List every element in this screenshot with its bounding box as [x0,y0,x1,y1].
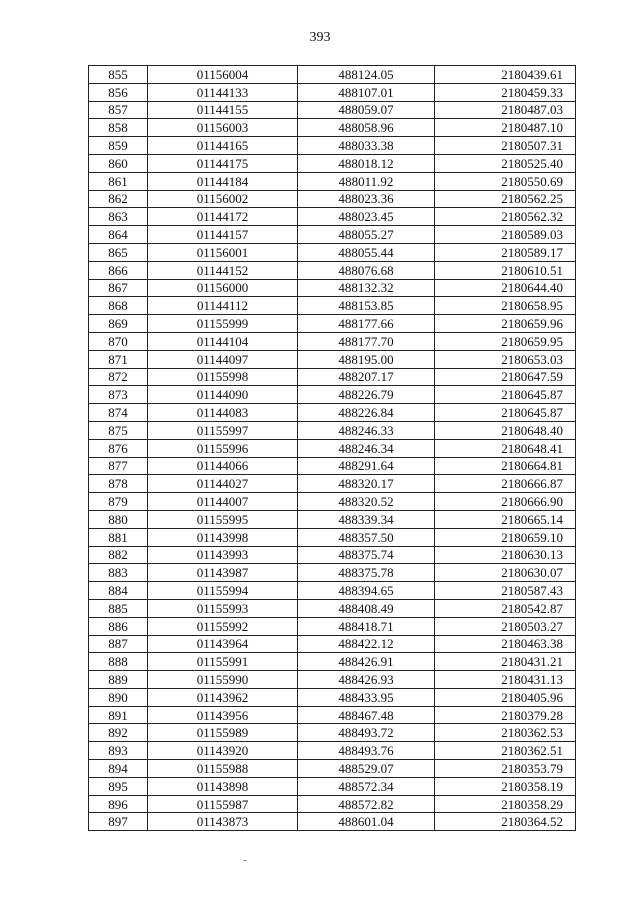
table-row [89,742,576,760]
point-code-cell: 01155992 [148,617,298,635]
x-coordinate-cell: 488601.04 [298,813,435,831]
y-coordinate-cell: 2180648.40 [435,421,576,439]
table-row [89,760,576,778]
point-code-cell: 01143873 [148,813,298,831]
x-coordinate-cell: 488059.07 [298,101,435,119]
point-number-cell: 894 [89,760,148,778]
point-number-cell: 865 [89,243,148,261]
y-coordinate-cell: 2180630.13 [435,546,576,564]
point-code-cell: 01144104 [148,332,298,350]
x-coordinate-cell: 488529.07 [298,760,435,778]
y-coordinate-cell: 2180664.81 [435,457,576,475]
y-coordinate-cell: 2180562.25 [435,190,576,208]
point-number-cell: 897 [89,813,148,831]
table-row [89,421,576,439]
table-row [89,795,576,813]
point-code-cell: 01155987 [148,795,298,813]
x-coordinate-cell: 488107.01 [298,83,435,101]
x-coordinate-cell: 488375.78 [298,564,435,582]
x-coordinate-cell: 488124.05 [298,66,435,84]
table-row [89,279,576,297]
table-row [89,297,576,315]
x-coordinate-cell: 488033.38 [298,137,435,155]
point-number-cell: 886 [89,617,148,635]
y-coordinate-cell: 2180645.87 [435,404,576,422]
y-coordinate-cell: 2180589.03 [435,226,576,244]
point-number-cell: 872 [89,368,148,386]
point-number-cell: 862 [89,190,148,208]
x-coordinate-cell: 488320.52 [298,493,435,511]
point-number-cell: 858 [89,119,148,137]
point-number-cell: 876 [89,439,148,457]
point-number-cell: 861 [89,172,148,190]
y-coordinate-cell: 2180507.31 [435,137,576,155]
point-number-cell: 870 [89,332,148,350]
point-number-cell: 863 [89,208,148,226]
y-coordinate-cell: 2180431.21 [435,653,576,671]
point-code-cell: 01143993 [148,546,298,564]
x-coordinate-cell: 488422.12 [298,635,435,653]
x-coordinate-cell: 488011.92 [298,172,435,190]
point-code-cell: 01144027 [148,475,298,493]
point-code-cell: 01144007 [148,493,298,511]
coordinates-table [88,65,576,831]
y-coordinate-cell: 2180463.38 [435,635,576,653]
point-number-cell: 875 [89,421,148,439]
y-coordinate-cell: 2180653.03 [435,350,576,368]
y-coordinate-cell: 2180587.43 [435,582,576,600]
point-code-cell: 01143956 [148,706,298,724]
y-coordinate-cell: 2180487.10 [435,119,576,137]
table-row [89,190,576,208]
point-number-cell: 891 [89,706,148,724]
point-number-cell: 882 [89,546,148,564]
point-code-cell: 01144175 [148,154,298,172]
point-number-cell: 874 [89,404,148,422]
point-number-cell: 896 [89,795,148,813]
y-coordinate-cell: 2180358.29 [435,795,576,813]
x-coordinate-cell: 488058.96 [298,119,435,137]
table-row [89,83,576,101]
point-code-cell: 01143898 [148,777,298,795]
y-coordinate-cell: 2180362.51 [435,742,576,760]
x-coordinate-cell: 488177.70 [298,332,435,350]
page-number: 393 [309,30,331,45]
y-coordinate-cell: 2180459.33 [435,83,576,101]
table-row [89,510,576,528]
table-row [89,172,576,190]
table-row [89,546,576,564]
table-row [89,101,576,119]
table-row [89,528,576,546]
y-coordinate-cell: 2180542.87 [435,599,576,617]
y-coordinate-cell: 2180589.17 [435,243,576,261]
point-number-cell: 871 [89,350,148,368]
table-row [89,368,576,386]
table-row [89,582,576,600]
point-number-cell: 892 [89,724,148,742]
point-number-cell: 873 [89,386,148,404]
point-code-cell: 01144157 [148,226,298,244]
point-code-cell: 01156003 [148,119,298,137]
y-coordinate-cell: 2180666.87 [435,475,576,493]
y-coordinate-cell: 2180379.28 [435,706,576,724]
point-code-cell: 01144184 [148,172,298,190]
table-row [89,350,576,368]
point-code-cell: 01144133 [148,83,298,101]
y-coordinate-cell: 2180647.59 [435,368,576,386]
y-coordinate-cell: 2180525.40 [435,154,576,172]
table-row [89,688,576,706]
y-coordinate-cell: 2180659.10 [435,528,576,546]
table-row [89,671,576,689]
y-coordinate-cell: 2180659.95 [435,332,576,350]
y-coordinate-cell: 2180358.19 [435,777,576,795]
point-code-cell: 01144165 [148,137,298,155]
point-code-cell: 01144066 [148,457,298,475]
x-coordinate-cell: 488023.45 [298,208,435,226]
point-number-cell: 878 [89,475,148,493]
point-code-cell: 01143987 [148,564,298,582]
table-row [89,243,576,261]
x-coordinate-cell: 488055.44 [298,243,435,261]
x-coordinate-cell: 488132.32 [298,279,435,297]
x-coordinate-cell: 488018.12 [298,154,435,172]
x-coordinate-cell: 488572.82 [298,795,435,813]
point-code-cell: 01144152 [148,261,298,279]
table-row [89,404,576,422]
y-coordinate-cell: 2180630.07 [435,564,576,582]
x-coordinate-cell: 488246.34 [298,439,435,457]
x-coordinate-cell: 488493.72 [298,724,435,742]
point-code-cell: 01155993 [148,599,298,617]
table-row [89,777,576,795]
x-coordinate-cell: 488408.49 [298,599,435,617]
table-row [89,564,576,582]
coordinates-table-body [89,66,576,831]
y-coordinate-cell: 2180353.79 [435,760,576,778]
point-number-cell: 864 [89,226,148,244]
y-coordinate-cell: 2180562.32 [435,208,576,226]
y-coordinate-cell: 2180439.61 [435,66,576,84]
y-coordinate-cell: 2180644.40 [435,279,576,297]
point-code-cell: 01155990 [148,671,298,689]
y-coordinate-cell: 2180648.41 [435,439,576,457]
point-code-cell: 01155995 [148,510,298,528]
x-coordinate-cell: 488433.95 [298,688,435,706]
point-number-cell: 860 [89,154,148,172]
point-code-cell: 01144090 [148,386,298,404]
point-number-cell: 889 [89,671,148,689]
point-code-cell: 01155999 [148,315,298,333]
x-coordinate-cell: 488467.48 [298,706,435,724]
x-coordinate-cell: 488246.33 [298,421,435,439]
point-code-cell: 01155989 [148,724,298,742]
x-coordinate-cell: 488339.34 [298,510,435,528]
point-number-cell: 879 [89,493,148,511]
point-number-cell: 866 [89,261,148,279]
table-row [89,261,576,279]
point-code-cell: 01156000 [148,279,298,297]
y-coordinate-cell: 2180550.69 [435,172,576,190]
point-code-cell: 01155997 [148,421,298,439]
x-coordinate-cell: 488055.27 [298,226,435,244]
table-row [89,493,576,511]
table-row [89,315,576,333]
x-coordinate-cell: 488493.76 [298,742,435,760]
point-number-cell: 869 [89,315,148,333]
point-number-cell: 890 [89,688,148,706]
table-row [89,66,576,84]
point-code-cell: 01144112 [148,297,298,315]
y-coordinate-cell: 2180503.27 [435,617,576,635]
point-code-cell: 01156002 [148,190,298,208]
y-coordinate-cell: 2180666.90 [435,493,576,511]
x-coordinate-cell: 488375.74 [298,546,435,564]
y-coordinate-cell: 2180487.03 [435,101,576,119]
y-coordinate-cell: 2180364.52 [435,813,576,831]
point-number-cell: 881 [89,528,148,546]
point-code-cell: 01156004 [148,66,298,84]
x-coordinate-cell: 488177.66 [298,315,435,333]
point-code-cell: 01144083 [148,404,298,422]
table-row [89,706,576,724]
table-row [89,599,576,617]
y-coordinate-cell: 2180659.96 [435,315,576,333]
table-row [89,439,576,457]
scan-mark [243,860,247,861]
x-coordinate-cell: 488226.79 [298,386,435,404]
point-code-cell: 01155988 [148,760,298,778]
point-code-cell: 01144172 [148,208,298,226]
table-row [89,813,576,831]
x-coordinate-cell: 488076.68 [298,261,435,279]
point-code-cell: 01155998 [148,368,298,386]
table-row [89,332,576,350]
point-code-cell: 01155991 [148,653,298,671]
point-number-cell: 884 [89,582,148,600]
table-row [89,226,576,244]
y-coordinate-cell: 2180431.13 [435,671,576,689]
point-code-cell: 01155994 [148,582,298,600]
table-row [89,137,576,155]
point-code-cell: 01156001 [148,243,298,261]
y-coordinate-cell: 2180645.87 [435,386,576,404]
x-coordinate-cell: 488418.71 [298,617,435,635]
x-coordinate-cell: 488226.84 [298,404,435,422]
x-coordinate-cell: 488394.65 [298,582,435,600]
x-coordinate-cell: 488207.17 [298,368,435,386]
table-row [89,475,576,493]
point-number-cell: 885 [89,599,148,617]
x-coordinate-cell: 488426.91 [298,653,435,671]
point-number-cell: 855 [89,66,148,84]
x-coordinate-cell: 488572.34 [298,777,435,795]
point-code-cell: 01143962 [148,688,298,706]
point-number-cell: 880 [89,510,148,528]
table-row [89,154,576,172]
table-row [89,119,576,137]
table-row [89,386,576,404]
table-row [89,724,576,742]
table-row [89,208,576,226]
point-number-cell: 856 [89,83,148,101]
y-coordinate-cell: 2180362.53 [435,724,576,742]
point-number-cell: 893 [89,742,148,760]
point-code-cell: 01144155 [148,101,298,119]
x-coordinate-cell: 488291.64 [298,457,435,475]
x-coordinate-cell: 488153.85 [298,297,435,315]
table-row [89,653,576,671]
y-coordinate-cell: 2180665.14 [435,510,576,528]
x-coordinate-cell: 488320.17 [298,475,435,493]
y-coordinate-cell: 2180658.95 [435,297,576,315]
point-number-cell: 857 [89,101,148,119]
point-number-cell: 888 [89,653,148,671]
table-row [89,635,576,653]
point-number-cell: 887 [89,635,148,653]
point-code-cell: 01143998 [148,528,298,546]
point-number-cell: 859 [89,137,148,155]
point-number-cell: 883 [89,564,148,582]
point-code-cell: 01143920 [148,742,298,760]
x-coordinate-cell: 488023.36 [298,190,435,208]
table-row [89,457,576,475]
y-coordinate-cell: 2180610.51 [435,261,576,279]
point-number-cell: 895 [89,777,148,795]
point-code-cell: 01155996 [148,439,298,457]
table-row [89,617,576,635]
point-number-cell: 868 [89,297,148,315]
point-number-cell: 867 [89,279,148,297]
x-coordinate-cell: 488426.93 [298,671,435,689]
x-coordinate-cell: 488357.50 [298,528,435,546]
point-number-cell: 877 [89,457,148,475]
x-coordinate-cell: 488195.00 [298,350,435,368]
point-code-cell: 01143964 [148,635,298,653]
point-code-cell: 01144097 [148,350,298,368]
y-coordinate-cell: 2180405.96 [435,688,576,706]
